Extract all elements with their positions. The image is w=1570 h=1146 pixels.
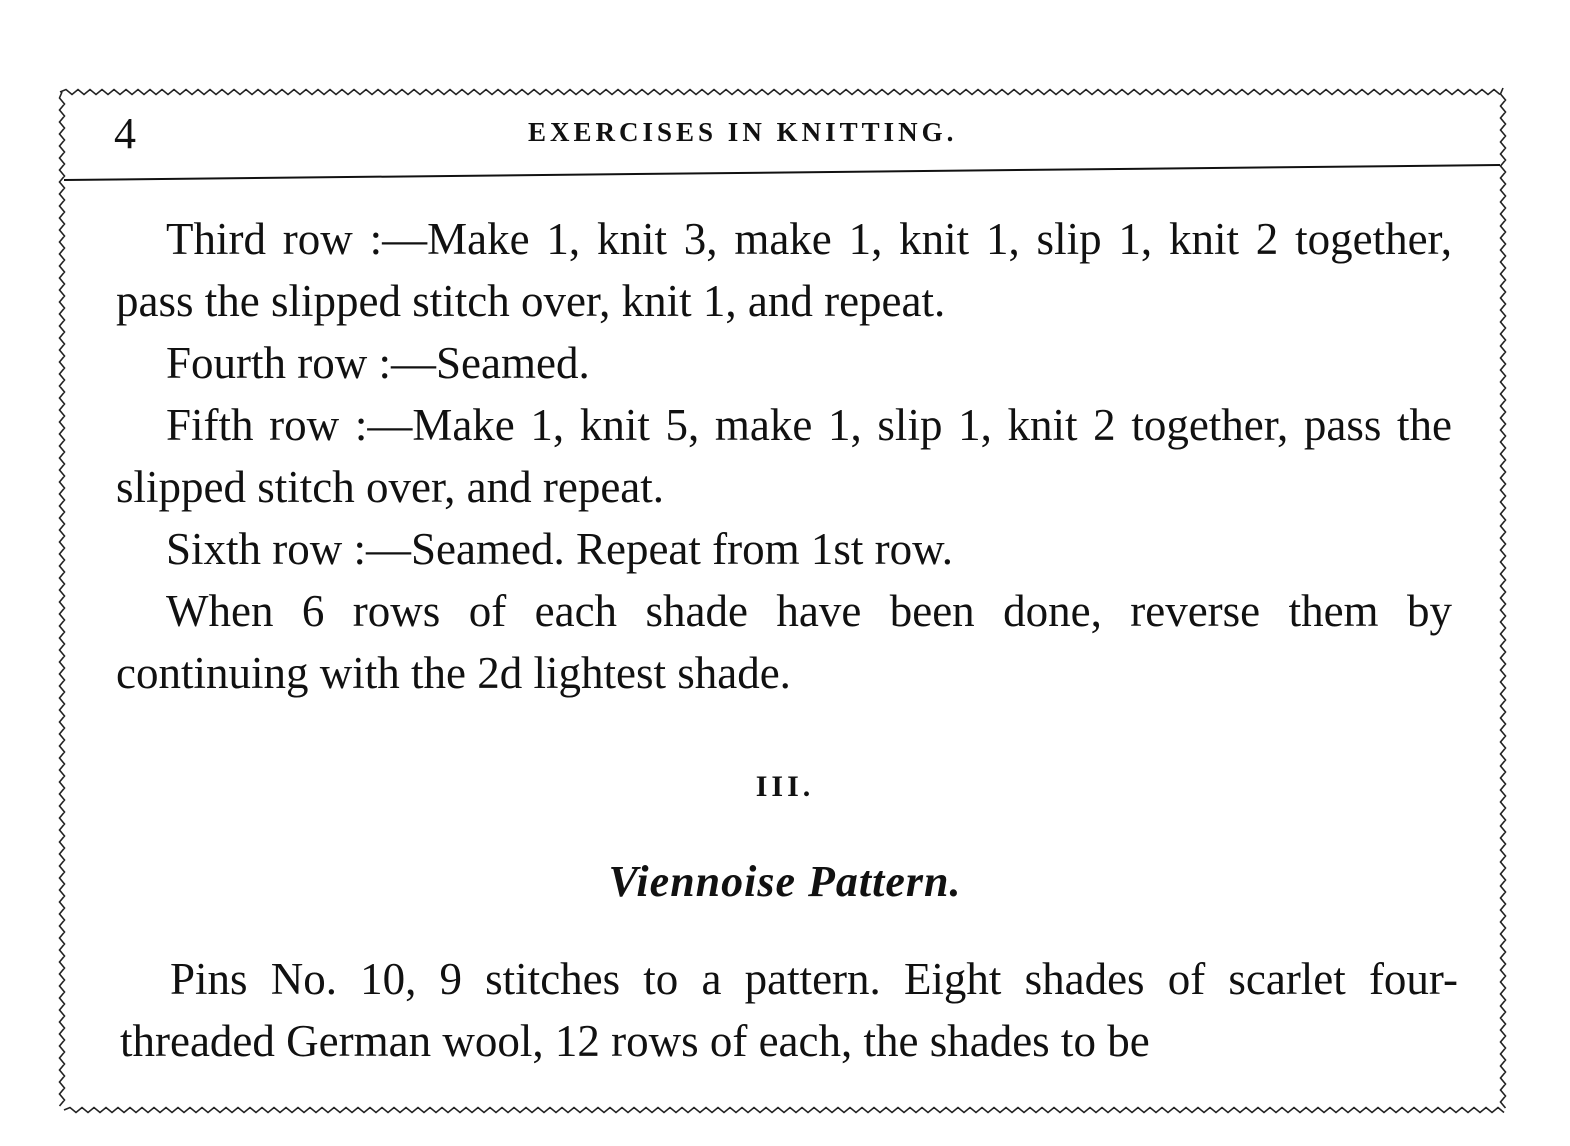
paragraph-third-row: Third row :—Make 1, knit 3, make 1, knit 1, slip 1, knit 2 together, pass the slipped stitch over, knit 1, and repeat. [116,214,1452,326]
page-number: 4 [114,109,136,158]
border-left [60,92,65,1106]
body-text [116,208,1452,704]
border-top [60,90,1500,95]
border-bottom [64,1108,1504,1113]
paragraph-sixth-row: Sixth row :—Seamed. Repeat from 1st row. [166,524,953,574]
paragraph-fifth-row: Fifth row :—Make 1, knit 5, make 1, slip 1, knit 2 together, pass the slipped stitch over, and repeat. [116,400,1452,512]
section-body-text [120,948,1458,1072]
header-rule [64,165,1500,180]
running-title: EXERCISES IN KNITTING. [528,117,958,147]
border-right [1501,88,1506,1108]
section-title: Viennoise Pattern. [608,857,962,906]
paragraph-pins: Pins No. 10, 9 stitches to a pattern. Eight shades of scarlet four-threaded German wool, 12 rows of each, the shades to be [120,954,1458,1066]
section-number: III. [755,770,815,803]
paragraph-fourth-row: Fourth row :—Seamed. [166,338,590,388]
paragraph-reverse-shades: When 6 rows of each shade have been done, reverse them by continuing with the 2d lightest shade. [116,586,1452,698]
